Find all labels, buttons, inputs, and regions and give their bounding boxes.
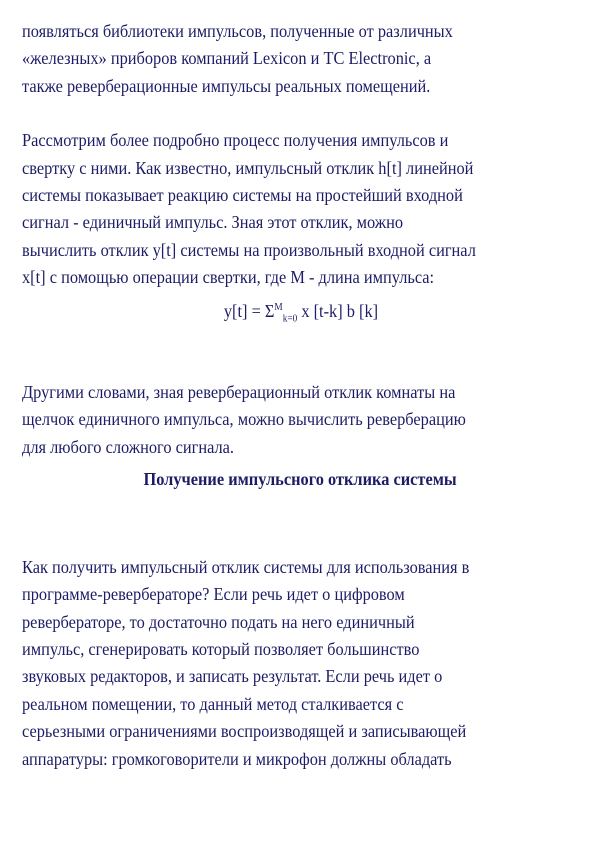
paragraph-1: [22, 18, 578, 100]
text-line: Другими словами, зная реверберационный отклик комнаты на: [22, 382, 456, 403]
text-line: для любого сложного сигнала.: [22, 436, 235, 457]
text-line: «железных» приборов компаний Lexicon и TC Electronic, а: [22, 48, 432, 69]
text-line: программе-ревербераторе? Если речь идет о цифровом: [22, 584, 405, 605]
formula-lhs: y[t] =: [223, 300, 265, 321]
text-line: вычислить отклик y[t] системы на произвольный входной сигнал: [22, 239, 476, 260]
document-page: [22, 18, 578, 773]
text-line: Рассмотрим более подробно процесс получения импульсов и: [22, 130, 449, 151]
text-line: системы показывает реакцию системы на простейший входной: [22, 185, 463, 206]
paragraph-3: [22, 379, 578, 461]
text-line: щелчок единичного импульса, можно вычислить реверберацию: [22, 409, 466, 430]
text-line: ревербераторе, то достаточно подать на него единичный: [22, 611, 415, 632]
paragraph-2: [22, 127, 578, 291]
text-line: x[t] с помощью операции свертки, где M - длина импульса:: [22, 267, 435, 288]
section-heading: Получение импульсного отклика системы: [143, 469, 457, 490]
text-line: сигнал - единичный импульс. Зная этот отклик, можно: [22, 212, 404, 233]
formula-upper-limit: M: [274, 301, 283, 313]
text-line: серьезными ограничениями воспроизводящей и записывающей: [22, 721, 467, 742]
formula-rhs: x [t-k] b [k]: [297, 300, 379, 321]
text-line: также реверберационные импульсы реальных помещений.: [22, 75, 431, 96]
text-line: звуковых редакторов, и записать результат. Если речь идет о: [22, 666, 443, 687]
text-line: появляться библиотеки импульсов, полученные от различных: [22, 21, 453, 41]
text-line: реальном помещении, то данный метод сталкивается с: [22, 693, 404, 714]
formula-lower-limit: k=0: [282, 313, 298, 325]
text-line: Как получить импульсный отклик системы для использования в: [22, 556, 470, 577]
formula-sigma: Σ: [264, 300, 275, 321]
convolution-formula: [22, 298, 560, 325]
paragraph-4: [22, 554, 578, 773]
text-line: свертку с ними. Как известно, импульсный отклик h[t] линейной: [22, 157, 474, 178]
text-line: импульс, сгенерировать который позволяет большинство: [22, 638, 420, 659]
text-line: аппаратуры: громкоговорители и микрофон должны обладать: [22, 748, 452, 769]
